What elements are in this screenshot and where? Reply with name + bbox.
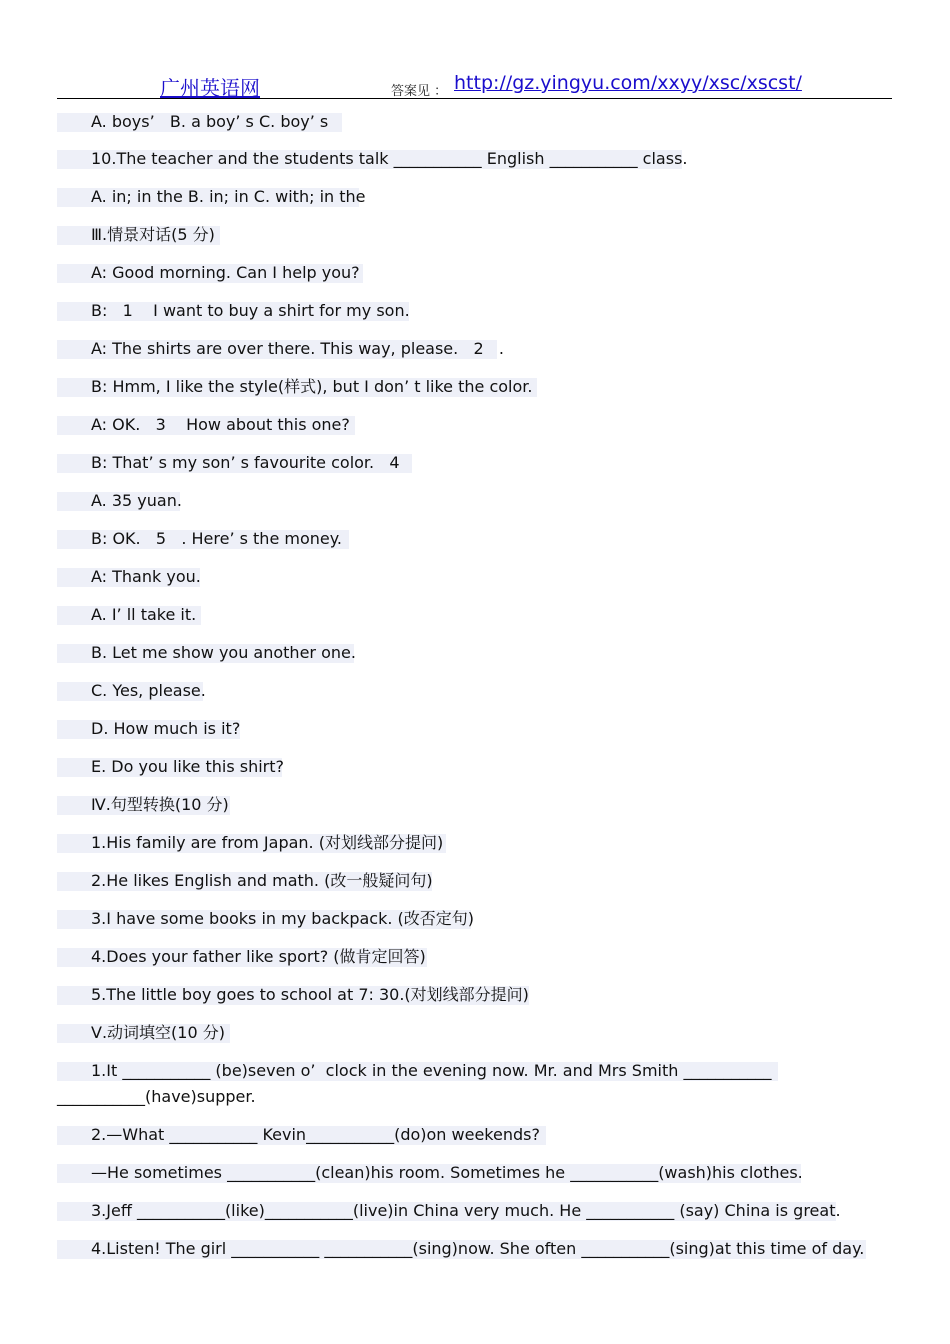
text-line: 3.I have some books in my backpack. (改否定句)	[57, 908, 474, 930]
text-line: A: OK. 3 How about this one?	[57, 414, 350, 436]
text-line: A. 35 yuan.	[57, 490, 182, 512]
text-line: B: 1 I want to buy a shirt for my son.	[57, 300, 410, 322]
text-line: A: Thank you.	[57, 566, 201, 588]
text-line: 4.Listen! The girl ___________ ___________(sing)now. She often ___________(sing)at this time of day.	[57, 1238, 864, 1260]
text-line: B: OK. 5 . Here’ s the money.	[57, 528, 342, 550]
text-line: B: Hmm, I like the style(样式), but I don’ t like the color.	[57, 376, 532, 398]
text-line: 2.He likes English and math. (改一般疑问句)	[57, 870, 433, 892]
section-heading: Ⅴ.动词填空(10 分)	[57, 1022, 225, 1044]
text-line: E. Do you like this shirt?	[57, 756, 284, 778]
text-line: A: Good morning. Can I help you?	[57, 262, 360, 284]
text-line: —He sometimes ___________(clean)his room. Sometimes he ___________(wash)his clothes.	[57, 1162, 803, 1184]
text-line: D. How much is it?	[57, 718, 240, 740]
text-line: A. boys’ B. a boy’ s C. boy’ s	[57, 111, 328, 133]
text-line: A: The shirts are over there. This way, please. 2 .	[57, 338, 504, 360]
text-line: 3.Jeff ___________(like)___________(live)in China very much. He ___________ (say) China is great.	[57, 1200, 841, 1222]
text-line-continuation: ___________(have)supper.	[57, 1087, 256, 1106]
answer-label: 答案见 ：	[391, 84, 448, 99]
text-line: 1.His family are from Japan. (对划线部分提问)	[57, 832, 443, 854]
text-line: A. in; in the B. in; in C. with; in the	[57, 186, 366, 208]
site-name-link[interactable]: 广州英语网	[160, 76, 260, 100]
text-line: A. I’ ll take it.	[57, 604, 196, 626]
text-line: C. Yes, please.	[57, 680, 206, 702]
text-line: B. Let me show you another one.	[57, 642, 356, 664]
text-line: 5.The little boy goes to school at 7: 30.(对划线部分提问)	[57, 984, 529, 1006]
text-line: 10.The teacher and the students talk ___________ English ___________ class.	[57, 148, 687, 170]
section-heading: Ⅳ.句型转换(10 分)	[57, 794, 229, 816]
answer-url-link[interactable]: http://gz.yingyu.com/xxyy/xsc/xscst/	[454, 72, 802, 94]
text-line: 4.Does your father like sport? (做肯定回答)	[57, 946, 426, 968]
text-line: B: That’ s my son’ s favourite color. 4	[57, 452, 400, 474]
text-line: 1.It ___________ (be)seven o’ clock in the evening now. Mr. and Mrs Smith ___________	[57, 1060, 771, 1082]
section-heading: Ⅲ.情景对话(5 分)	[57, 224, 215, 246]
text-line: 2.—What ___________ Kevin___________(do)on weekends?	[57, 1124, 540, 1146]
